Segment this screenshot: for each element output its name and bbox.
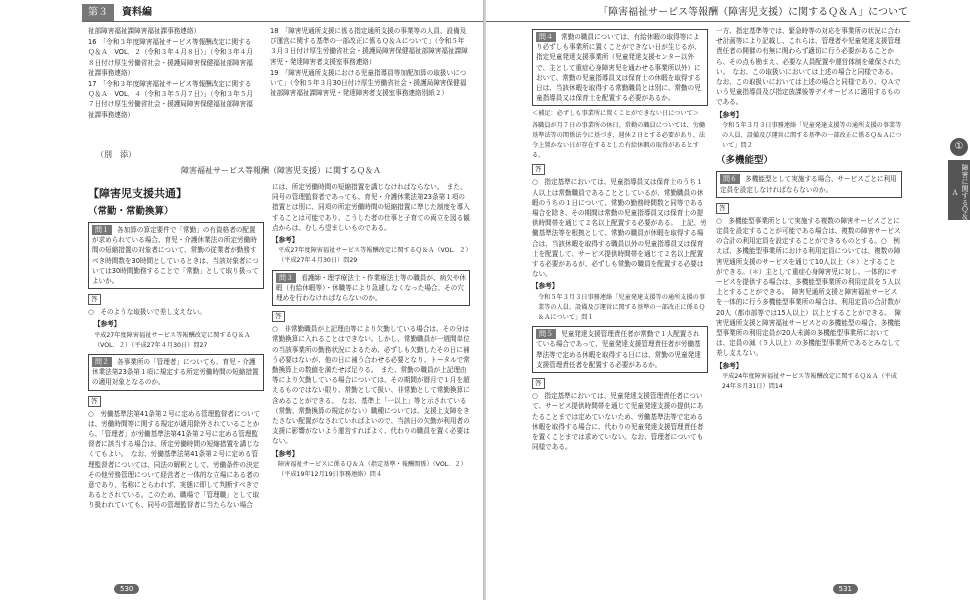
answer-1-tag: 答 — [88, 294, 101, 305]
right-page — [486, 0, 970, 600]
mid-ref-label: 【参考】 — [272, 236, 299, 245]
question-6-tag: 問６ — [720, 174, 740, 184]
answer-6-ref-text: 平成24年度障害福祉サービス等報酬改定に関するＱ＆Ａ（平成24年８月31日）問14 — [722, 372, 897, 391]
question-2-box — [88, 354, 264, 391]
answer-3-ref-text: 障害福祉サービスに係るＱ＆Ａ（指定基準・報酬関係）（VOL．２）（平成19年12月19日事務連絡）問４ — [278, 460, 467, 479]
answer-6-ref-label: 【参考】 — [716, 361, 743, 370]
left-second-column — [272, 182, 470, 582]
answer-1-text: ○ そのような取扱いで差し支えない。 — [88, 308, 206, 317]
header-title: 「障害福祉サービス等報酬（障害児支援）に関するＱ＆Ａ」について — [598, 7, 908, 18]
answer-5-tag: 答 — [532, 378, 545, 389]
page-number-right: 531 — [833, 584, 858, 594]
chapter-label: 第３ — [82, 4, 114, 22]
answer-4-ref-text: 令和５年３月３日事務連絡「児童発達支援等の通所支援の事業等の人員、設備及び運営に関する基準の一部改正に係るＱ＆Ａについて」問１ — [538, 293, 706, 322]
question-6-text: 多機能型として実施する場合、サービスごとに利用定員を設定しなければならないのか。 — [720, 175, 897, 194]
right-header — [486, 4, 910, 22]
chapter-circle-icon: ① — [950, 138, 968, 156]
question-4-box — [532, 29, 708, 106]
right-second-column — [716, 26, 902, 586]
heading-common: 【障害児支援共通】 — [88, 187, 187, 200]
appendix-label: （別 添） — [96, 150, 136, 159]
question-5-tag: 問５ — [536, 329, 556, 339]
top-list-left — [88, 26, 256, 138]
page-number-left: 530 — [114, 584, 139, 594]
answer-6-text: ○ 多機能型事業所として実施する複数の障害サービスごとに定員を設定することが可能である場合は、複数の障害サービスの合計の利用定員を設定することができるものとする。○ 例えば、多機能型事業所における利用定員については、複数の障害児通所支援のサービスを通じて10人以上（＊）とすることができる。（＊）主として重症心身障害児に対し、一体的にサービスを提供する場合は、多機能型事業所の利用定員を５人以上とすることができる。 障害児通所支援と障害福祉サービスを一体的に行う多機能型事業所の場合は、利用定員の合計数が20人（都市部等では15人以上）以上とすることができる。 障害児通所支援と障害福祉サービスとの多機能型の場合、多機能型事業所の利用定員が20人未満の多機能型事業所においては、定員の減（５人以上）の多機能型事業所であるとみなして差し支えない。 — [716, 216, 901, 358]
question-2-text: 各事業所の「管理者」についても、育児・介護休業法第23条第１項に規定する所定労働時間の短縮措置の適用対象となるのか。 — [92, 358, 259, 387]
answer-2-text: ○ 労働基準法第41条第２号に定める管理監督者については、労働時間等に関する規定が適用除外されていることから、「管理者」が労働基準法第41条第２号に定める管理監督者に該当する場合は、所定労働時間の短縮措置を講じなくてもよい。 なお、労働基準法第41条第２号に定める管理監督者については、同法の解釈として、労働条件の決定その他労務管理について経営者と一体的な立場にある者の意であり、名称にとらわれず、実態に即して判断すべきであるとされている。このため、職場で「管理職」として取り扱われていても、同号の管理監督者に当たらない場合 — [88, 409, 261, 510]
answer-4-tag: 答 — [532, 164, 545, 175]
question-5-text: 児童発達支援管理責任者が常勤で１人配置されている場合であって、児童発達支援管理責任者が労働基準法等で定める休暇を取得する日には、常勤の児童発達支援管理責任者を配置する必要があるか。 — [536, 330, 701, 369]
answer-3-tag: 答 — [272, 311, 285, 322]
top-list-right — [270, 26, 470, 138]
answer-4-note-title: ＜補足：必ずしも事業所に置くことができない日について＞ — [532, 110, 699, 118]
answer-3-ref-label: 【参考】 — [272, 449, 299, 458]
heading-full-time: （常勤・常勤換算） — [88, 206, 174, 217]
answer-6-tag: 答 — [716, 203, 729, 214]
left-header — [82, 4, 483, 22]
answer-2-tag: 答 — [88, 396, 101, 407]
answer-4-note-text: 各職員が月７日の事業所の休日、常勤の職員については、労働基準法等の関係法令に基づき、週休２日とする必要があり、法令上置かない日が存在するとした有給休暇の取得があるとする。 — [532, 121, 706, 160]
list-item: 17 「令和３年度障害福祉サービス等報酬改定に関するＱ＆Ａ VOL．４（令和３年５月７日）」（令和３年５月７日付け厚生労働省社会・援護局障害保健福祉部障害福祉課事務連絡） — [88, 80, 253, 119]
question-3-box — [272, 270, 470, 307]
answer-3-text: ○ 非常勤職員が上記理由等により欠勤している場合は、その分は常勤換算に入れることはできない。しかし、常勤職員が一週間単位の当該事業所の勤務状況によるため、必ずしも欠勤したその日に補う必要はないが、他の日に補う合わせる必要となり、トータルで常勤換算上の数値を満たせば足りる。 また、常勤の職員が上記理由等により欠勤している場合については、その期間が暦月で１月を超えるものではない限り、常勤として扱い、非常勤として常勤換算に含めることができる。 なお、基準上「一以上」等と示されている（常勤、常勤換算の規定がない）職種については、支援上支障をきたさない配置がなされていればよいので、当該日の欠勤が利用者の支援に影響がないよう運営すればよく、代わりの職員を置く必要はない。 — [272, 325, 470, 446]
heading-multi-function: （多機能型） — [716, 155, 774, 167]
appendix-title-block — [96, 146, 466, 186]
list-item: 16 「令和３年度障害福祉サービス等報酬改定に関するＱ＆Ａ VOL．２（令和３年４月８日）」（令和３年４月８日付け厚生労働省社会・援護局障害保健福祉部障害福祉課事務連絡） — [88, 38, 253, 77]
list-item: 19 「障害児通所支援における児童指導員等加配加算の取扱いについて」（令和５年３月30日付け厚生労働省社会・援護局障害保健福祉部障害福祉課障害児・発達障害者支援室事務連絡別紙２） — [270, 68, 467, 98]
question-3-tag: 問３ — [276, 273, 296, 283]
doc-title: 障害福祉サービス等報酬（障害児支援）に関するＱ＆Ａ — [181, 166, 381, 176]
answer-1-ref-label: 【参考】 — [94, 320, 121, 329]
question-1-box — [88, 222, 264, 289]
side-index-tab: 障害に関するＱ＆Ａ — [948, 160, 970, 220]
question-2-tag: 問２ — [92, 357, 112, 367]
mid-ref-text: 平成27年度障害福祉サービス等報酬改定に関するＱ＆Ａ（VOL．２）（平成27年４月30日）問29 — [278, 247, 469, 265]
col2-ref-text: 令和５年３月３日事務連絡「児童発達支援等の通所支援の事業等の人員、設備及び運営に関する基準の一部改正に係るＱ＆Ａについて」問２ — [722, 121, 902, 150]
left-page — [0, 0, 484, 600]
continued-text-right: 一方、指定基準等では、緊急時等の対応を事業所の状況に合わせ計画等により記載し、これらは、管理者や児童発達支援管理責任者の開催の有無に関わらず適切に行う必要があることから、その点も勘まえ、必要な人員配置や運営体制を確保されたい。 なお、この取扱いにおいては上述の場合と同様である。 なお、この取扱いにおいては上述の場合と同様であり、ＱＡでいう児童指導員及び指定放課後等デイサービスに適用するものである。 — [716, 27, 902, 107]
question-6-box — [716, 171, 902, 197]
header-rule — [486, 21, 910, 22]
question-5-box — [532, 326, 708, 373]
left-main-column — [88, 182, 264, 582]
answer-1-ref-text: 平成27年度障害福祉サービス等報酬改定に関するＱ＆Ａ（VOL．２）（平成27年４月30日）問27 — [94, 331, 251, 349]
continued-text: には、所定労働時間の短縮措置を講じなければならない。 また、同号の管理監督者であっても、育児・介護休業法第23条第１項の措置とは別に、同項の所定労働時間の短縮措置に準じた制度を導入することは可能であり、こうした者の仕事と子育ての両立を図る観点からは、むしろ望ましいものである。 — [272, 183, 470, 232]
answer-4-text: ○ 指定基準においては、児童指導員又は保育士のうち１人以上は常勤職員であることとしているが、常勤職員の休暇のうちの１日について、常勤の勤務時間数と同等である場合を除き、その期間は常勤の児童指導員又は保育士の提供時間帯を通じて２名以上配置する必要がある。 上記、労働基準法等を根拠として、常勤の職員が休暇を取得する場合は、当該休暇を取得する職員以外の児童指導員又は保育士を配置して、サービス提供時間帯を通じて２名以上配置する必要があるが、必ずしも常勤の職員を配置する必要はない。 — [532, 178, 707, 279]
list-item: 祉部障害福祉課障害福祉課事務連絡） — [88, 27, 201, 35]
header-rule — [82, 21, 483, 22]
question-4-text: 常勤の職員については、有給休暇の取得等により必ずしも事業所に置くことができない日が生じるが、指定児童発達支援事業所（児童発達支援センター以外で、主として重症心身障害児を通わせる事業所以外）において、常勤の児童指導員又は保育士の休暇を取得する日は、当該休暇を取得する常勤職員とは別に、常勤の児童指導員又は保育士を配置する必要があるか。 — [536, 33, 701, 103]
question-4-tag: 問４ — [536, 32, 556, 42]
question-1-text: 各加算の算定要件で「常勤」の有資格者の配置が求められている場合、育児・介護休業法の所定労働時間の短縮措置の対象者について、常勤の従業者が勤務すべき時間数を30時間としているときは、当該対象者については30時間勤務することで「常勤」として取り扱ってよいか。 — [92, 226, 259, 286]
answer-5-text: ○ 指定基準においては、児童発達支援管理責任者について、サービス提供時間帯を通じて児童発達支援の提供にあたることまでは定めていないため、労働基準法等で定める休暇を取得する場合に、代わりの児童発達支援管理責任者を置くことまでは求めていない。なお、管理者についても同様である。 — [532, 392, 704, 452]
right-first-column — [532, 26, 708, 586]
question-1-tag: 問１ — [92, 225, 112, 235]
section-label: 資料編 — [122, 7, 152, 18]
col2-ref-label: 【参考】 — [716, 110, 743, 119]
list-item: 18 「障害児通所支援に係る指定通所支援の事業等の人員、設備及び運営に関する基準の一部改正に係るＱ＆Ａについて」（令和５年３月３日付け厚生労働省社会・援護局障害保健福祉部障害福祉課障害児・発達障害者支援室事務連絡） — [270, 27, 468, 66]
answer-4-ref-label: 【参考】 — [532, 282, 559, 291]
question-3-text: 看護師・理学療法士・作業療法士等の職員が、病欠や休暇（有給休暇等）・休職等により急遽しなくなった場合、その穴埋めを行わなければならないのか。 — [276, 273, 466, 303]
